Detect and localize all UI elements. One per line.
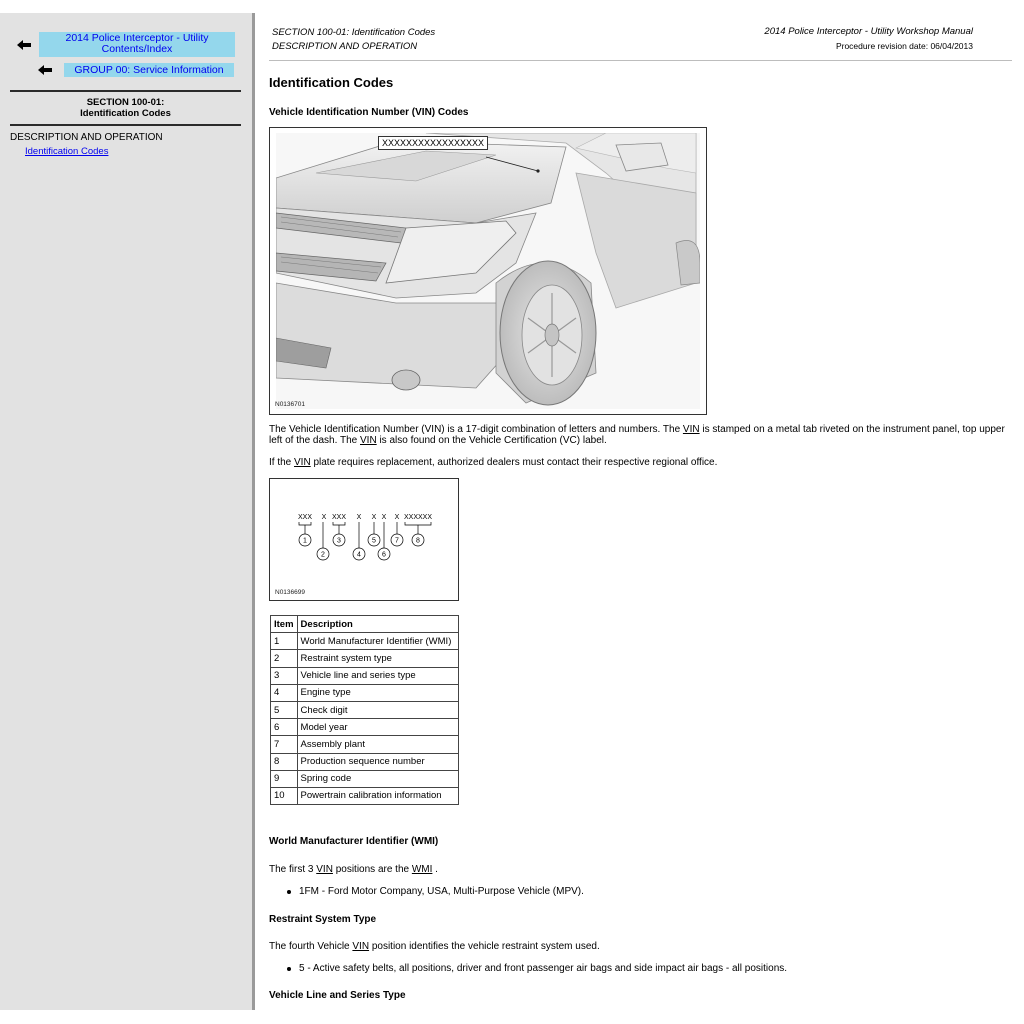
divider (10, 90, 241, 92)
vin-abbreviation: VIN (360, 435, 377, 446)
column-header-item: Item (271, 616, 298, 633)
vin-code-text: X (356, 514, 362, 521)
vehicle-illustration (276, 133, 700, 409)
table-row (271, 701, 459, 718)
table-cell-description: Check digit (297, 701, 458, 718)
text-span: . (432, 864, 438, 875)
table-row (271, 633, 459, 650)
table-cell-item: 9 (271, 770, 298, 787)
table-row (271, 719, 459, 736)
vin-code-text: XXX (331, 514, 347, 521)
vin-group-bracket (299, 522, 311, 525)
header-divider (269, 60, 1012, 61)
text-span: positions are the (332, 864, 412, 875)
sidebar-section-number: SECTION 100-01: (86, 97, 165, 108)
text-span: The Vehicle Identification Number (VIN) is a 17-digit combination of letters and numbers. The (269, 424, 683, 435)
table-cell-item: 1 (271, 633, 298, 650)
vin-placeholder-label: XXXXXXXXXXXXXXXXX (378, 136, 488, 150)
bullet-icon (287, 890, 291, 894)
vin-structure-diagram (270, 479, 460, 602)
divider (10, 124, 241, 126)
vin-code-text: X (381, 514, 387, 521)
vin-abbreviation: VIN (682, 424, 700, 435)
text-span: The first 3 (269, 864, 317, 875)
table-cell-description: World Manufacturer Identifier (WMI) (297, 633, 458, 650)
vin-code-text: X (321, 514, 327, 521)
table-cell-description: Production sequence number (297, 753, 458, 770)
table-row (271, 753, 459, 770)
callout-number: 5 (372, 537, 376, 545)
restraint-paragraph (269, 941, 1009, 952)
table-cell-description: Spring code (297, 770, 458, 787)
vin-codes-heading: Vehicle Identification Number (VIN) Codes (269, 107, 469, 118)
group-service-info-link[interactable]: GROUP 00: Service Information (64, 63, 234, 77)
header-manual-title: 2014 Police Interceptor - Utility Workshop Manual (764, 26, 973, 37)
figure-caption: N0136701 (275, 401, 305, 408)
text-span: If the (269, 457, 295, 468)
table-cell-item: 3 (271, 667, 298, 684)
vin-abbreviation: VIN (352, 941, 370, 952)
list-item (287, 963, 787, 974)
table-cell-description: Vehicle line and series type (297, 667, 458, 684)
sidebar-section-name: Identification Codes (80, 108, 171, 119)
table-cell-item: 2 (271, 650, 298, 667)
sidebar (0, 13, 255, 1010)
list-item-text: 5 - Active safety belts, all positions, driver and front passenger air bags and side impact air bags - all positions. (299, 963, 788, 974)
callout-number: 8 (416, 537, 420, 545)
vehicle-vin-location-figure (269, 127, 707, 415)
callout-number: 4 (357, 551, 361, 559)
table-cell-description: Assembly plant (297, 736, 458, 753)
sidebar-identification-codes-link[interactable]: Identification Codes (25, 146, 109, 157)
table-cell-description: Restraint system type (297, 650, 458, 667)
vin-description-paragraph (269, 424, 1009, 446)
nav-group-row[interactable] (38, 63, 234, 77)
bullet-icon (287, 967, 291, 971)
header-section: SECTION 100-01: Identification Codes (272, 27, 436, 38)
table-cell-item: 6 (271, 719, 298, 736)
table-row (271, 736, 459, 753)
table-row (271, 770, 459, 787)
callout-number: 6 (382, 551, 386, 559)
wmi-abbreviation: WMI (411, 864, 433, 875)
table-cell-description: Powertrain calibration information (297, 787, 458, 804)
contents-index-link[interactable]: 2014 Police Interceptor - Utility Contents/Index (39, 32, 235, 57)
vin-group-bracket (333, 522, 345, 525)
vin-code-text: X (371, 514, 377, 521)
content-pane (258, 13, 1024, 1010)
sidebar-section-title (10, 97, 241, 119)
vin-group-bracket (405, 522, 431, 525)
callout-number: 2 (321, 551, 325, 559)
vin-abbreviation: VIN (316, 864, 333, 875)
table-cell-description: Engine type (297, 684, 458, 701)
table-header-row (271, 616, 459, 633)
vin-code-text: XXX (297, 514, 313, 521)
table-cell-item: 4 (271, 684, 298, 701)
callout-number: 1 (303, 537, 307, 545)
nav-contents-row[interactable] (17, 32, 235, 57)
table-cell-item: 7 (271, 736, 298, 753)
sidebar-description-label: DESCRIPTION AND OPERATION (10, 132, 163, 143)
text-span: is stamped on a metal tab riveted on the instrument panel, top upper left of the dash. The (269, 424, 1005, 446)
vin-code-text: X (394, 514, 400, 521)
text-span: position identifies the vehicle restraint system used. (369, 941, 600, 952)
list-item-text: 1FM - Ford Motor Company, USA, Multi-Purpose Vehicle (MPV). (299, 886, 584, 897)
table-cell-item: 5 (271, 701, 298, 718)
table-cell-description: Model year (297, 719, 458, 736)
text-span: The fourth Vehicle (269, 941, 353, 952)
figure-caption: N0136699 (275, 589, 305, 596)
list-item (287, 886, 584, 897)
header-revision-date: Procedure revision date: 06/04/2013 (835, 41, 973, 51)
vehicle-line-heading: Vehicle Line and Series Type (269, 990, 406, 1001)
table-row (271, 684, 459, 701)
text-span: is also found on the Vehicle Certification (VC) label. (376, 435, 607, 446)
vin-abbreviation: VIN (294, 457, 311, 468)
header-subsection: DESCRIPTION AND OPERATION (272, 41, 418, 52)
vin-replacement-paragraph (269, 457, 1009, 468)
back-arrow-icon[interactable] (38, 65, 52, 75)
text-span: plate requires replacement, authorized dealers must contact their respective regional office. (310, 457, 718, 468)
vin-code-text: XXXXXX (403, 514, 433, 521)
vin-structure-figure (269, 478, 459, 601)
vin-position-table (270, 615, 459, 805)
table-cell-item: 8 (271, 753, 298, 770)
table-cell-item: 10 (271, 787, 298, 804)
callout-number: 7 (395, 537, 399, 545)
table-row (271, 650, 459, 667)
table-row (271, 667, 459, 684)
table-row (271, 787, 459, 804)
wmi-paragraph (269, 864, 1009, 875)
column-header-description: Description (297, 616, 458, 633)
page-title: Identification Codes (269, 75, 394, 90)
restraint-heading: Restraint System Type (269, 914, 377, 925)
back-arrow-icon[interactable] (17, 40, 31, 50)
callout-number: 3 (337, 537, 341, 545)
header-left (272, 26, 435, 54)
wmi-heading: World Manufacturer Identifier (WMI) (269, 836, 439, 847)
